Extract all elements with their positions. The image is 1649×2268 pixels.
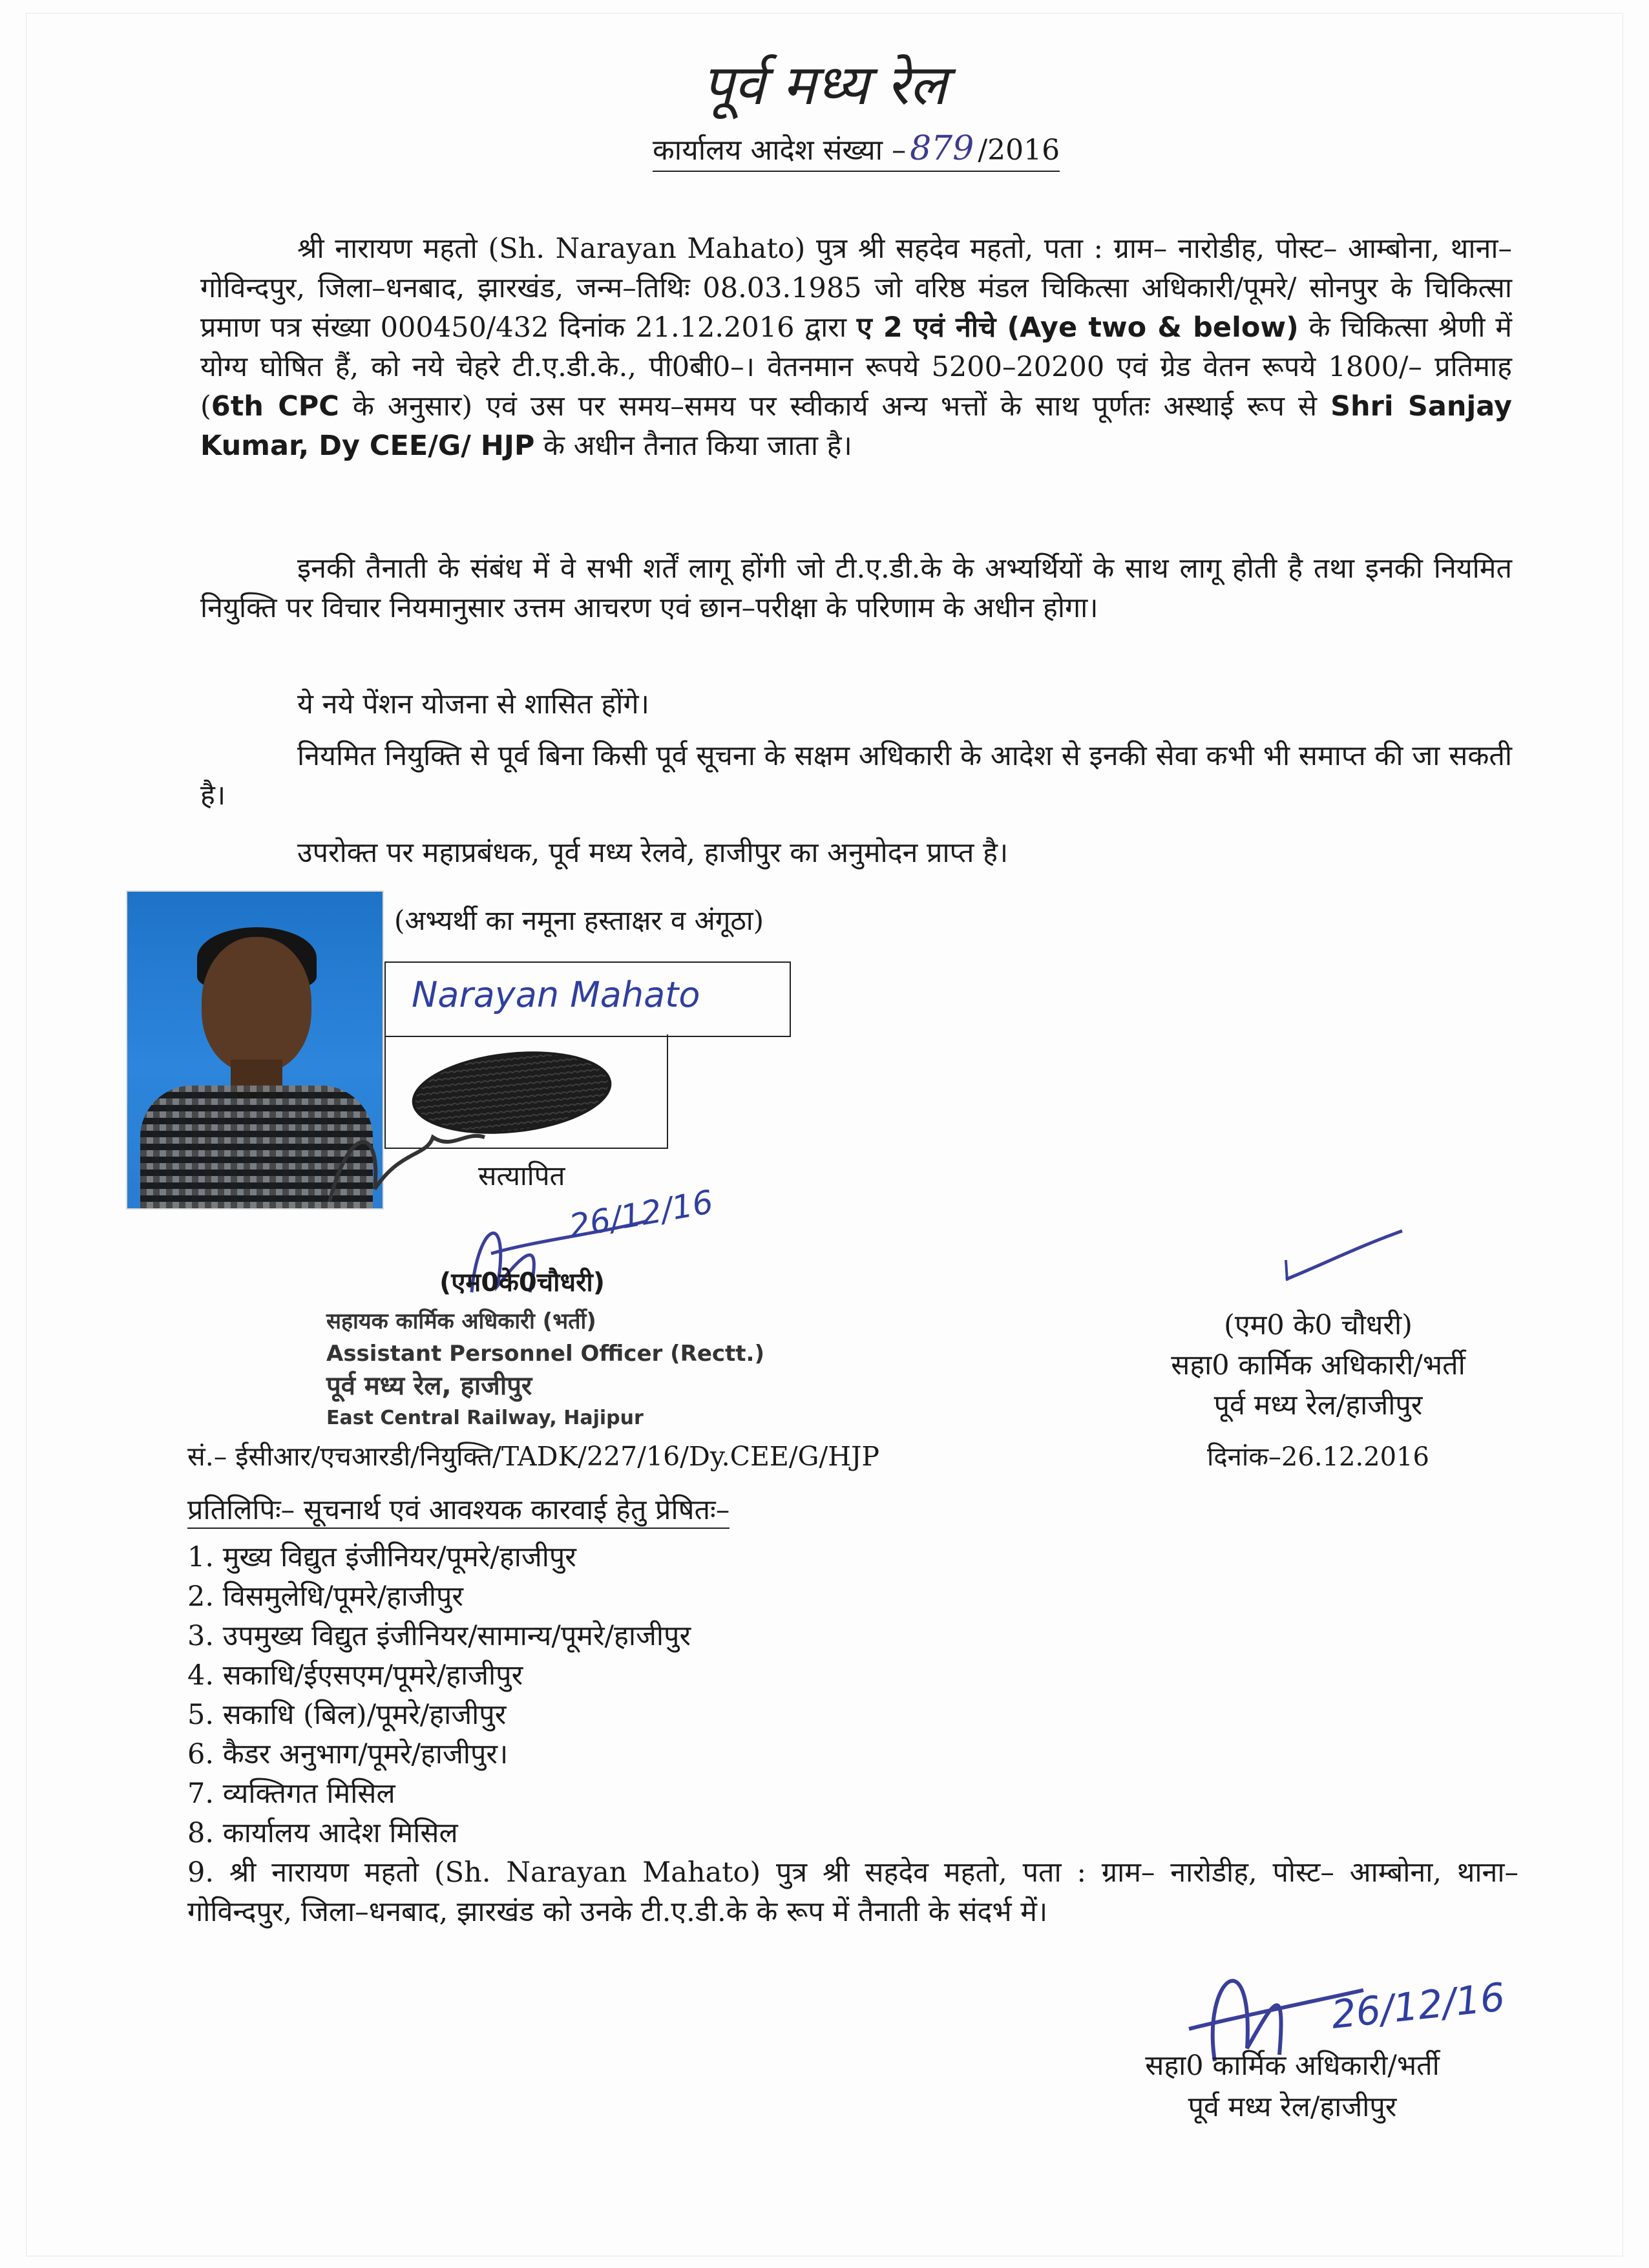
para3-text: ये नये पेंशन योजना से शासित होंगे। [297,688,649,720]
paragraph-termination [200,737,1512,815]
list-item: 3. उपमुख्य विद्युत इंजीनियर/सामान्य/पूमरे/हाजीपुर [187,1620,691,1652]
para2-text: इनकी तैनाती के संबंध में वे सभी शर्तें लागू होंगी जो टी.ए.डी.के के अभ्यर्थियों के साथ लागू होती है तथा इनकी नियमित नियुक्ति पर विचार नियमानुसार उत्तम आचरण एवं छान–परीक्षा के परिणाम के अधीन होगा। [200,552,1512,624]
list-item: 8. कार्यालय आदेश मिसिल [187,1817,458,1849]
bottom-designation: सहा0 कार्मिक अधिकारी/भर्ती [1145,2050,1440,2082]
letterhead-handwritten: पूर्व मध्य रेल [702,53,947,118]
para4-text: नियमित नियुक्ति से पूर्व बिना किसी पूर्व सूचना के सक्षम अधिकारी के आदेश से इनकी सेवा कभी भी समाप्त की जा सकती है। [200,740,1512,812]
order-label: कार्यालय आदेश संख्या – [653,134,907,167]
list-item: 7. व्यक्तिगत मिसिल [187,1778,395,1810]
paragraph-appointment [200,229,1512,466]
paragraph-conditions [200,549,1512,628]
reference-number: सं.– ईसीआर/एचआरडी/नियुक्ति/TADK/227/16/Dy.CEE/G/HJP [187,1441,880,1472]
signatory-signature-icon [1279,1221,1409,1286]
signatory-name: (एम0 के0 चौधरी) [1224,1309,1413,1341]
bottom-sign-date-handwritten: 26/12/16 [1329,1975,1507,2038]
list-item: 2. विसमुलेधि/पूमरे/हाजीपुर [187,1580,463,1613]
signatory-designation: सहा0 कार्मिक अधिकारी/भर्ती [1171,1349,1465,1381]
specimen-label: (अभ्यर्थी का नमूना हस्ताक्षर व अंगूठा) [394,905,764,936]
stamp-line-1: सहायक कार्मिक अधिकारी (भर्ती) [326,1308,596,1334]
stamp-line-2: Assistant Personnel Officer (Rectt.) [326,1341,765,1367]
signature-box [384,961,791,1037]
list-item: 4. सकाधि/ईएसएम/पूमरे/हाजीपुर [187,1659,523,1692]
para1-officer: Shri Sanjay Kumar, Dy CEE/G/ HJP [200,390,1512,462]
list-item: 1. मुख्य विद्युत इंजीनियर/पूमरे/हाजीपुर [187,1541,576,1573]
stamp-line-3: पूर्व मध्य रेल, हाजीपुर [326,1371,532,1401]
para1-text-1: श्री नारायण महतो (Sh. Narayan Mahato) पुत्र श्री सहदेव महतो, पता : ग्राम– नारोडीह, पोस्ट– आम्बोना, थाना– गोविन्दपुर, जिला–धनबाद, झारखंड, जन्म–तिथिः 08.03.1985 जो वरिष्ठ मंडल चिकित्सा अधिकारी/पूमरे/ सोनपुर के चिकित्सा प्रमाण पत्र संख्या 000450/432 दिनांक 21.12.2016 द्वारा [200,233,1512,344]
verifier-name: (एम0के0चौधरी) [439,1268,605,1297]
signatory-office: पूर्व मध्य रेल/हाजीपुर [1213,1389,1423,1422]
office-stamp [326,1305,764,1434]
paragraph-approval [200,834,1512,873]
paragraph-pension [200,685,1512,724]
para1-medical-category: ए 2 एवं नीचे (Aye two & below) [856,311,1299,344]
para1-text-2: के चिकित्सा श्रेणी में योग्य घोषित हैं, को नये चेहरे टी.ए.डी.के., पी0बी0–। वेतनमान रूपये 5200–20200 एवं ग्रेड वेतन रूपये 1800/– प्रतिमाह ( [200,311,1512,423]
copy-to-list [187,1538,1518,1932]
para1-text-3: के अनुसार) एवं उस पर समय–समय पर स्वीकार्य अन्य भत्तों के साथ पूर्णतः अस्थाई रूप से [339,390,1331,423]
list-item: 6. कैडर अनुभाग/पूमरे/हाजीपुर। [187,1738,509,1770]
stamp-line-4: East Central Railway, Hajipur [326,1407,644,1429]
verified-label: सत्यापित [478,1160,565,1192]
list-item: 5. सकाधि (बिल)/पूमरे/हाजीपुर [187,1699,507,1731]
candidate-signature: Narayan Mahato [412,974,700,1015]
signatory-date: दिनांक–26.12.2016 [1207,1442,1429,1472]
copy-to-title: प्रतिलिपिः– सूचनार्थ एवं आवश्यक कारवाई हेतु प्रेषितः– [187,1489,730,1529]
verify-date-handwritten: 26/12/16 [566,1182,716,1246]
bottom-office: पूर्व मध्य रेल/हाजीपुर [1188,2091,1397,2123]
office-order-number [653,129,1060,172]
signatory-block [1098,1305,1538,1477]
bottom-signatory-block [1060,2045,1525,2128]
para1-text-4: के अधीन तैनात किया जाता है। [534,430,852,462]
list-item: 9. श्री नारायण महतो (Sh. Narayan Mahato) पुत्र श्री सहदेव महतो, पता : ग्राम– नारोडीह, पोस्ट– आम्बोना, थाना– गोविन्दपुर, जिला–धनबाद, झारखंड को उनके टी.ए.डी.के के रूप में तैनाती के संदर्भ में। [187,1856,1518,1928]
order-year: /2016 [978,134,1060,167]
para5-text: उपरोक्त पर महाप्रबंधक, पूर्व मध्य रेलवे, हाजीपुर का अनुमोदन प्राप्त है। [297,837,1009,869]
para1-cpc: 6th CPC [211,390,339,423]
order-number-handwritten: 879 [910,129,974,168]
